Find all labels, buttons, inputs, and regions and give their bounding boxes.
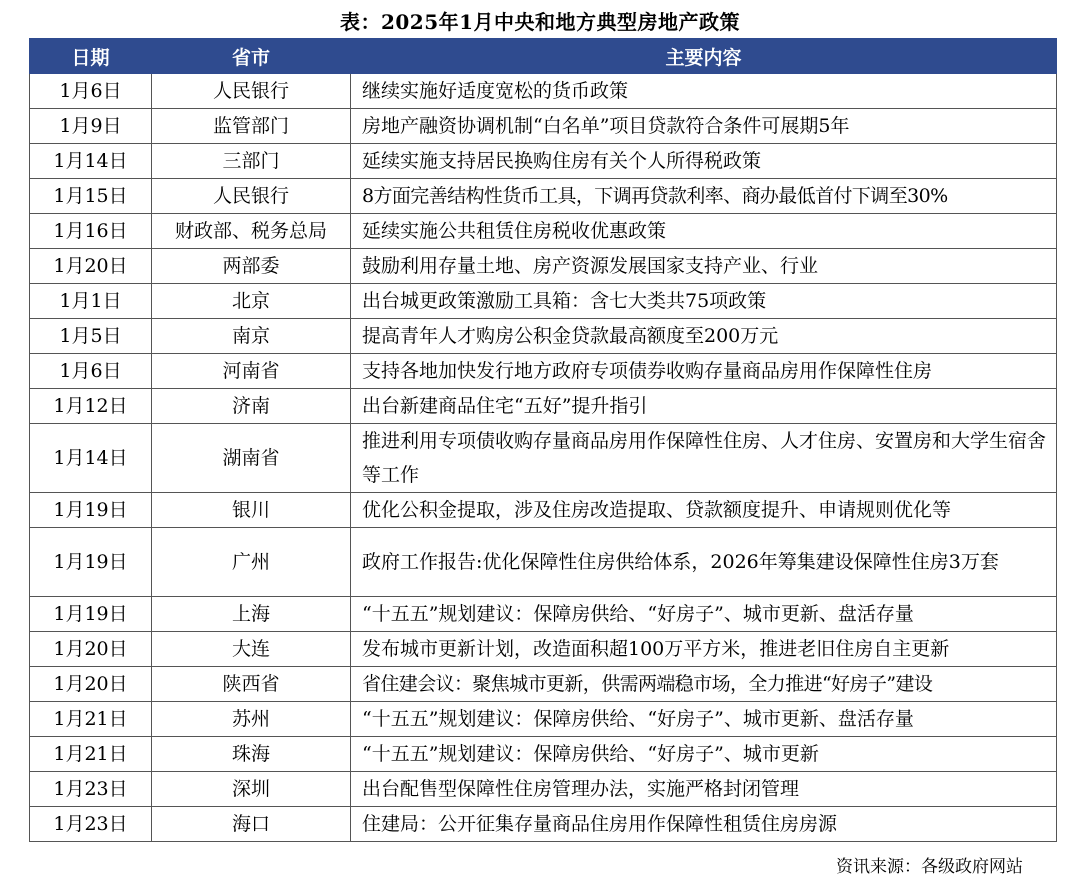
cell-date: 1月16日	[30, 214, 152, 249]
cell-content: 提高青年人才购房公积金贷款最高额度至200万元	[351, 319, 1057, 354]
cell-content: 住建局：公开征集存量商品住房用作保障性租赁住房房源	[351, 807, 1057, 842]
cell-content: 支持各地加快发行地方政府专项债券收购存量商品房用作保障性住房	[351, 354, 1057, 389]
cell-region: 济南	[152, 389, 351, 424]
cell-region: 两部委	[152, 249, 351, 284]
cell-content: 优化公积金提取，涉及住房改造提取、贷款额度提升、申请规则优化等	[351, 493, 1057, 528]
cell-content: 出台配售型保障性住房管理办法，实施严格封闭管理	[351, 772, 1057, 807]
table-row	[30, 772, 1057, 807]
table-row	[30, 319, 1057, 354]
cell-date: 1月15日	[30, 179, 152, 214]
cell-date: 1月12日	[30, 389, 152, 424]
table-row	[30, 702, 1057, 737]
table-row	[30, 424, 1057, 493]
table-row	[30, 354, 1057, 389]
cell-date: 1月23日	[30, 772, 152, 807]
header-content: 主要内容	[351, 39, 1057, 74]
table-row	[30, 597, 1057, 632]
cell-date: 1月19日	[30, 528, 152, 597]
cell-region: 河南省	[152, 354, 351, 389]
cell-date: 1月9日	[30, 109, 152, 144]
cell-date: 1月20日	[30, 667, 152, 702]
cell-region: 深圳	[152, 772, 351, 807]
cell-date: 1月6日	[30, 354, 152, 389]
cell-region: 银川	[152, 493, 351, 528]
cell-date: 1月6日	[30, 74, 152, 109]
table-row	[30, 667, 1057, 702]
table-header-row	[30, 39, 1057, 74]
table-row	[30, 74, 1057, 109]
cell-date: 1月19日	[30, 597, 152, 632]
table-row	[30, 249, 1057, 284]
cell-region: 珠海	[152, 737, 351, 772]
cell-region: 广州	[152, 528, 351, 597]
cell-date: 1月21日	[30, 702, 152, 737]
table-row	[30, 389, 1057, 424]
header-date: 日期	[30, 39, 152, 74]
table-row	[30, 632, 1057, 667]
table-row	[30, 284, 1057, 319]
cell-date: 1月23日	[30, 807, 152, 842]
table-row	[30, 528, 1057, 597]
cell-date: 1月14日	[30, 424, 152, 493]
cell-region: 人民银行	[152, 74, 351, 109]
table-row	[30, 493, 1057, 528]
cell-region: 财政部、税务总局	[152, 214, 351, 249]
cell-date: 1月19日	[30, 493, 152, 528]
cell-content: 政府工作报告:优化保障性住房供给体系，2026年筹集建设保障性住房3万套	[351, 528, 1057, 597]
cell-region: 海口	[152, 807, 351, 842]
cell-content: 8方面完善结构性货币工具，下调再贷款利率、商办最低首付下调至30%	[351, 179, 1057, 214]
cell-content: 省住建会议：聚焦城市更新，供需两端稳市场，全力推进“好房子”建设	[351, 667, 1057, 702]
table-row	[30, 807, 1057, 842]
cell-content: 发布城市更新计划，改造面积超100万平方米，推进老旧住房自主更新	[351, 632, 1057, 667]
cell-content: 出台新建商品住宅“五好”提升指引	[351, 389, 1057, 424]
cell-date: 1月21日	[30, 737, 152, 772]
cell-date: 1月20日	[30, 632, 152, 667]
table-row	[30, 144, 1057, 179]
cell-content: 房地产融资协调机制“白名单”项目贷款符合条件可展期5年	[351, 109, 1057, 144]
cell-content: 继续实施好适度宽松的货币政策	[351, 74, 1057, 109]
table-row	[30, 179, 1057, 214]
cell-region: 上海	[152, 597, 351, 632]
cell-region: 人民银行	[152, 179, 351, 214]
cell-date: 1月1日	[30, 284, 152, 319]
table-row	[30, 737, 1057, 772]
cell-region: 大连	[152, 632, 351, 667]
cell-content: 延续实施公共租赁住房税收优惠政策	[351, 214, 1057, 249]
cell-date: 1月14日	[30, 144, 152, 179]
table-row	[30, 109, 1057, 144]
policy-table	[29, 38, 1057, 842]
cell-content: “十五五”规划建议：保障房供给、“好房子”、城市更新	[351, 737, 1057, 772]
cell-content: “十五五”规划建议：保障房供给、“好房子”、城市更新、盘活存量	[351, 702, 1057, 737]
cell-content: 推进利用专项债收购存量商品房用作保障性住房、人才住房、安置房和大学生宿舍等工作	[351, 424, 1057, 493]
source-note: 资讯来源：各级政府网站	[836, 857, 1023, 877]
cell-content: 延续实施支持居民换购住房有关个人所得税政策	[351, 144, 1057, 179]
cell-date: 1月5日	[30, 319, 152, 354]
cell-region: 陕西省	[152, 667, 351, 702]
cell-region: 南京	[152, 319, 351, 354]
header-region: 省市	[152, 39, 351, 74]
cell-content: 出台城更政策激励工具箱：含七大类共75项政策	[351, 284, 1057, 319]
table-row	[30, 214, 1057, 249]
cell-region: 监管部门	[152, 109, 351, 144]
cell-content: 鼓励利用存量土地、房产资源发展国家支持产业、行业	[351, 249, 1057, 284]
cell-region: 三部门	[152, 144, 351, 179]
cell-region: 北京	[152, 284, 351, 319]
cell-region: 湖南省	[152, 424, 351, 493]
cell-region: 苏州	[152, 702, 351, 737]
table-title: 表：2025年1月中央和地方典型房地产政策	[339, 10, 741, 34]
cell-date: 1月20日	[30, 249, 152, 284]
cell-content: “十五五”规划建议：保障房供给、“好房子”、城市更新、盘活存量	[351, 597, 1057, 632]
